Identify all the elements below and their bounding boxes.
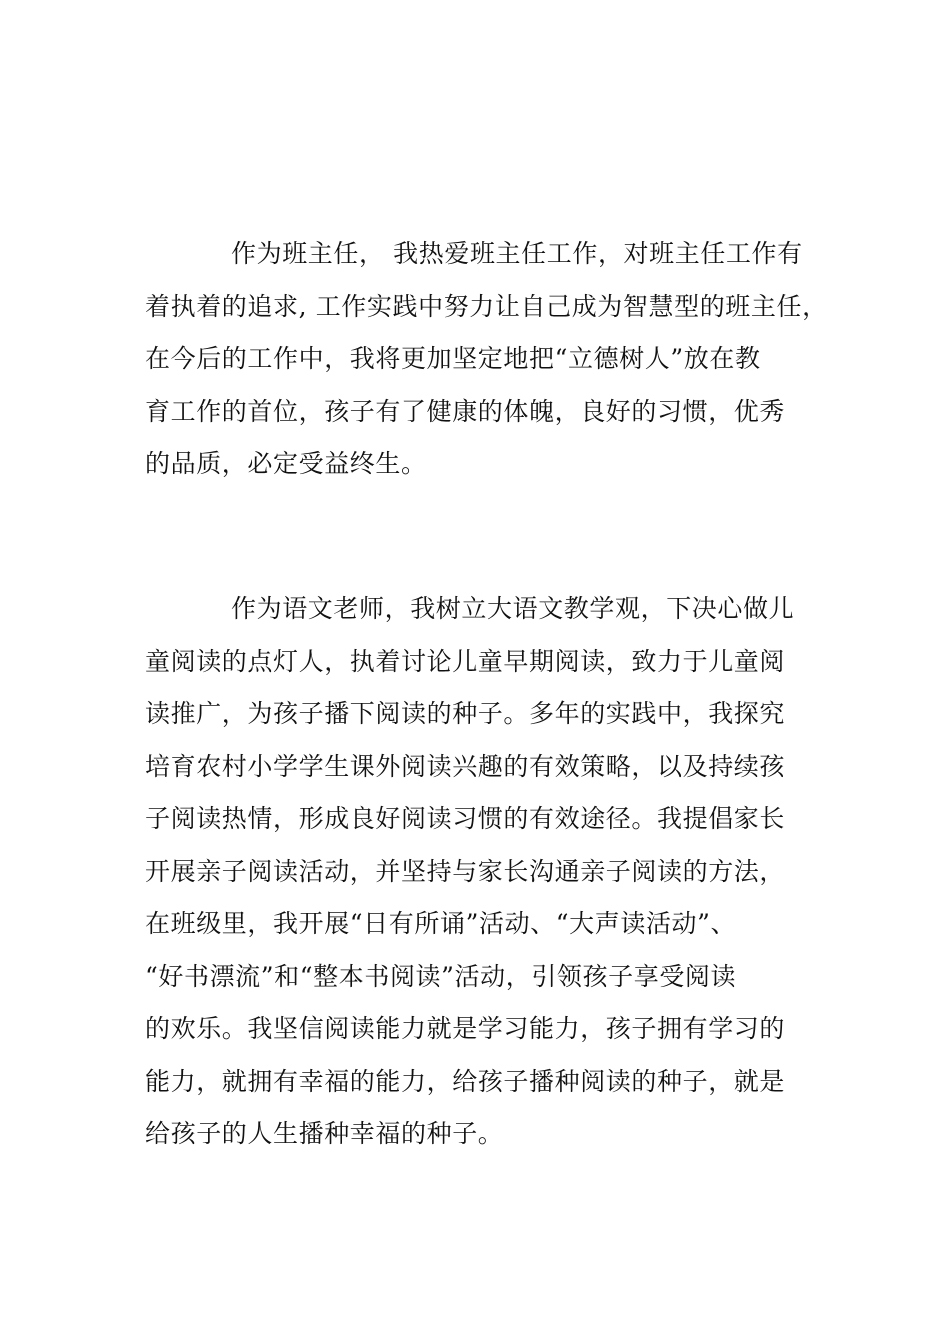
paragraph-line: 开展亲子阅读活动，并坚持与家长沟通亲子阅读的方法， <box>145 856 786 886</box>
paragraph-line: 能力，就拥有幸福的能力，给孩子播种阅读的种子，就是 <box>145 1066 786 1096</box>
paragraph-head-teacher <box>145 228 828 491</box>
paragraph-line: 培育农村小学学生课外阅读兴趣的有效策略，以及持续孩 <box>145 751 786 781</box>
paragraph-line: 给孩子的人生播种幸福的种子。 <box>145 1119 504 1148</box>
paragraph-line: 子阅读热情，形成良好阅读习惯的有效途径。我提倡家长 <box>145 804 786 833</box>
paragraph-line: 在班级里，我开展“日有所诵”活动、“大声读活动”、 <box>145 909 737 938</box>
paragraph-line: “好书漂流”和“整本书阅读”活动，引领孩子享受阅读 <box>145 961 737 991</box>
paragraph-line: 童阅读的点灯人，执着讨论儿童早期阅读，致力于儿童阅 <box>145 646 786 676</box>
paragraph-line: 作为班主任， 我热爱班主任工作，对班主任工作有 <box>231 239 803 268</box>
paragraph-line: 读推广，为孩子播下阅读的种子。多年的实践中，我探究 <box>145 699 786 728</box>
paragraph-line: 的欢乐。我坚信阅读能力就是学习能力，孩子拥有学习的 <box>145 1014 786 1043</box>
paragraph-line: 育工作的首位，孩子有了健康的体魄，良好的习惯，优秀 <box>145 396 786 426</box>
paragraph-line: 的品质，必定受益终生。 <box>145 449 427 478</box>
paragraph-line: 着执着的追求, 工作实践中努力让自己成为智慧型的班主任， <box>145 291 828 321</box>
paragraph-line: 作为语文老师，我树立大语文教学观，下决心做儿 <box>231 594 795 623</box>
paragraph-chinese-teacher <box>145 583 810 1161</box>
paragraph-line: 在今后的工作中，我将更加坚定地把“立德树人”放在教 <box>145 344 761 373</box>
